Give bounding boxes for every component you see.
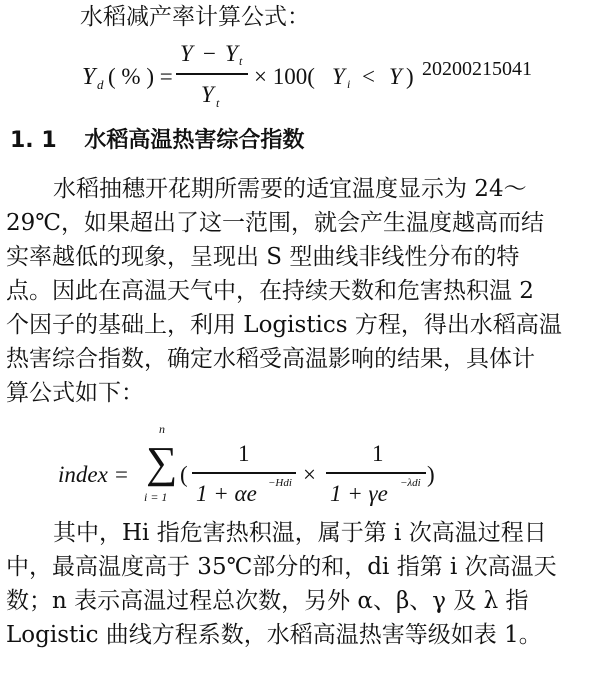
paragraph-1-line: 水稻抽穗开花期所需要的适宜温度显示为 24～ bbox=[53, 176, 527, 202]
formula2-lhs: index = bbox=[58, 462, 130, 487]
paragraph-2-line: 中，最高温度高于 35℃部分的和，di 指第 i 次高温天 bbox=[6, 554, 557, 580]
formula1-lhs-sub: d bbox=[97, 77, 104, 92]
formula2-frac1-denominator: 1 + αe bbox=[196, 481, 257, 506]
formula1-lhs-Y: Y bbox=[82, 64, 96, 90]
formula1-numerator-t: t bbox=[239, 54, 243, 68]
formula1-times-100: × 100( bbox=[254, 64, 315, 89]
paragraph-2-line: Logistic 曲线方程系数，水稻高温热害等级如表 1。 bbox=[6, 622, 542, 648]
formula-intro-text: 水稻减产率计算公式： bbox=[80, 4, 310, 30]
formula2-frac2-exponent: −λdi bbox=[400, 477, 421, 489]
paragraph-1-line: 点。因此在高温天气中，在持续天数和危害热积温 2 bbox=[6, 278, 534, 304]
formula1-numerator-minus: − bbox=[203, 41, 216, 66]
formula1-cond-lt: < bbox=[362, 64, 375, 89]
formula1-lhs-rest: ( % ) = bbox=[108, 64, 173, 89]
section-title: 水稻高温热害综合指数 bbox=[84, 128, 305, 153]
paragraph-1-line: 算公式如下： bbox=[6, 380, 144, 406]
formula1-cond-close: ) bbox=[406, 64, 414, 89]
formula1-fraction-bar bbox=[176, 73, 248, 75]
formula2-sigma-upper: n bbox=[159, 422, 165, 436]
formula1-denominator-t: t bbox=[216, 96, 220, 110]
paragraph-1-line: 实率越低的现象，呈现出 S 型曲线非线性分布的特 bbox=[6, 244, 520, 270]
formula2-frac1-bar bbox=[192, 472, 296, 474]
formula2-frac1-exponent: −Hdi bbox=[268, 477, 292, 489]
paragraph-1-line: 29℃，如果超出了这一范围，就会产生温度越高而结 bbox=[6, 210, 544, 236]
formula2-frac2-numerator: 1 bbox=[372, 441, 384, 466]
formula1-reference-number: 20200215041 bbox=[422, 58, 532, 80]
formula2-frac2-denominator: 1 + γe bbox=[330, 481, 388, 506]
formula2-frac1-numerator: 1 bbox=[238, 441, 250, 466]
formula1-cond-i: i bbox=[347, 77, 351, 91]
paragraph-1-line: 热害综合指数，确定水稻受高温影响的结果，具体计 bbox=[6, 346, 535, 372]
paragraph-1-line: 个因子的基础上，利用 Logistics 方程，得出水稻高温 bbox=[6, 312, 562, 338]
paragraph-2-line: 数；n 表示高温过程总次数，另外 α、β、γ 及 λ 指 bbox=[6, 588, 529, 614]
formula2-left-paren: ( bbox=[180, 462, 188, 487]
paragraph-2-line: 其中，Hi 指危害热积温，属于第 i 次高温过程日 bbox=[53, 520, 547, 546]
section-number: 1. 1 bbox=[10, 128, 57, 153]
formula2-frac2-bar bbox=[326, 472, 426, 474]
formula1-cond-Y: Y bbox=[332, 64, 345, 89]
formula1-cond-Y2: Y bbox=[389, 64, 402, 89]
section-heading bbox=[10, 130, 304, 152]
formula1-denominator-Y: Y bbox=[201, 82, 214, 107]
formula2-right-paren: ) bbox=[427, 462, 435, 487]
formula1-numerator-Y: Y bbox=[180, 41, 193, 66]
formula2-times: × bbox=[303, 462, 316, 487]
formula2-sigma: ∑ bbox=[146, 438, 178, 487]
formula2-sigma-lower: i = 1 bbox=[144, 490, 168, 504]
formula1-numerator-Yt: Y bbox=[225, 41, 238, 66]
